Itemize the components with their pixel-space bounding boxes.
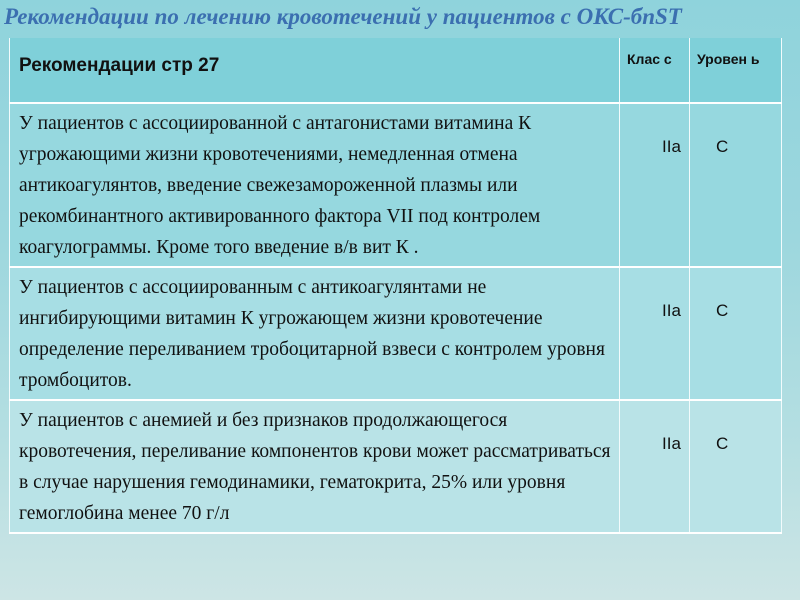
level-value: C <box>716 301 729 320</box>
header-recommendation-cell <box>10 38 620 103</box>
header-recommendation: Рекомендации стр 27 <box>19 55 220 76</box>
class-cell <box>620 267 690 400</box>
class-value: IIa <box>662 301 681 320</box>
class-value: IIa <box>662 137 681 156</box>
slide-title: Рекомендации по лечению кровотечений у пациентов с ОКС-бпST <box>4 4 682 29</box>
table-row <box>10 267 782 400</box>
recommendation-text: У пациентов с анемией и без признаков продолжающегося кровотечения, переливание компонентов крови может рассматриваться в случае нарушения гемодинамики, гематокрита, 25% или уровня гемоглобина менее 70 г/л <box>19 410 611 524</box>
recommendation-cell <box>10 103 620 267</box>
class-cell <box>620 400 690 533</box>
recommendation-cell <box>10 400 620 533</box>
table-header-row <box>10 38 782 103</box>
class-cell <box>620 103 690 267</box>
level-cell <box>690 400 782 533</box>
level-value: C <box>716 434 729 453</box>
recommendation-text: У пациентов с ассоциированной с антагонистами витамина К угрожающими жизни кровотечениями, немедленная отмена антикоагулянтов, введение свежезамороженной плазмы или рекомбинантного активированного фактора VII под контролем коагулограммы. Кроме того введение в/в вит К . <box>19 113 541 258</box>
header-class: Клас с <box>627 51 672 67</box>
recommendation-text: У пациентов с ассоциированным с антикоагулянтами не ингибирующими витамин К угрожающем жизни кровотечение определение переливанием тробоцитарной взвеси с контролем уровня тромбоцитов. <box>19 277 605 391</box>
table-row <box>10 103 782 267</box>
header-class-cell <box>620 38 690 103</box>
recommendations-table <box>9 38 782 534</box>
header-level: Уровен ь <box>697 51 760 67</box>
level-cell <box>690 103 782 267</box>
recommendation-cell <box>10 267 620 400</box>
level-value: C <box>716 137 729 156</box>
class-value: IIa <box>662 434 681 453</box>
level-cell <box>690 267 782 400</box>
header-level-cell <box>690 38 782 103</box>
table-row <box>10 400 782 533</box>
